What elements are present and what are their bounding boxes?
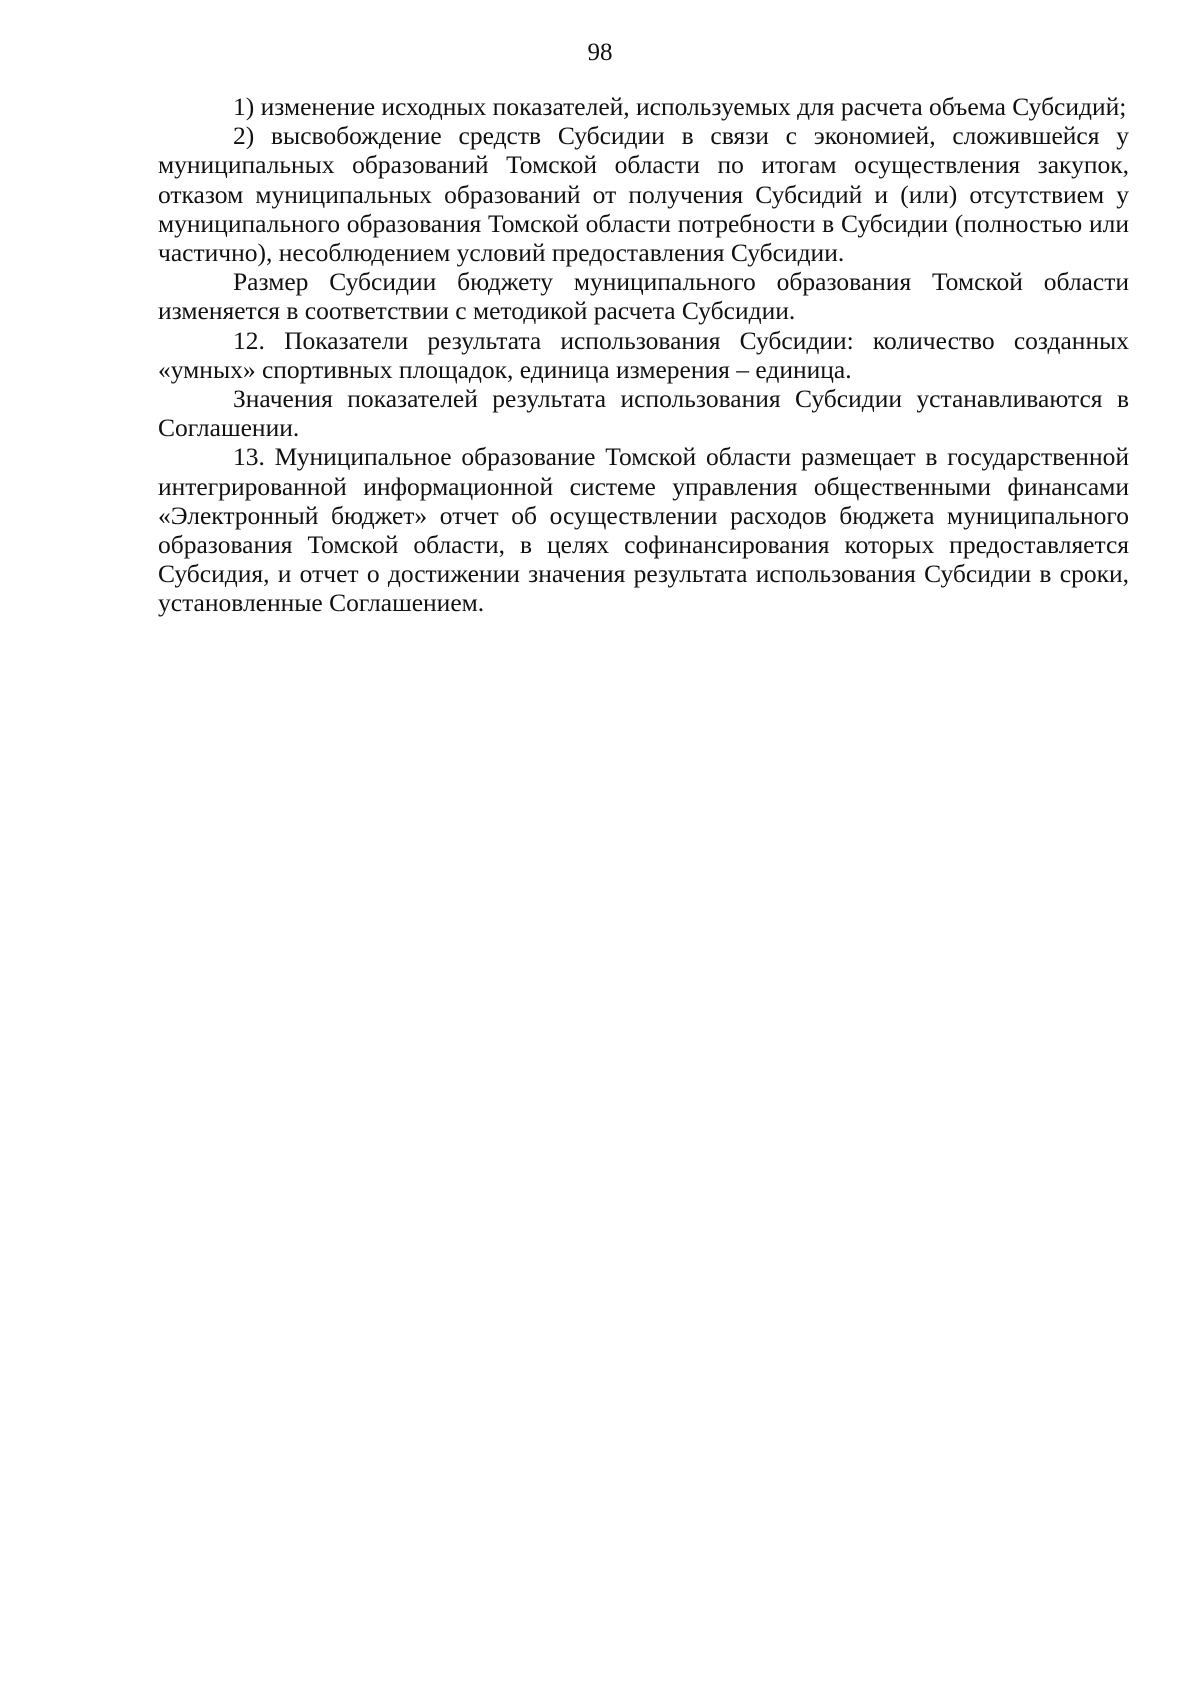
- paragraph-indicator-values: Значения показателей результата использования Субсидии устанавливаются в Соглашении.: [158, 384, 1129, 443]
- page-number: 98: [587, 39, 613, 66]
- document-body: [158, 92, 1129, 618]
- paragraph-item-1: 1) изменение исходных показателей, используемых для расчета объема Субсидий;: [233, 92, 1127, 121]
- paragraph-12-indicators: 12. Показатели результата использования Субсидии: количество созданных «умных» спортивных площадок, единица измерения – единица.: [158, 325, 1129, 384]
- paragraph-item-2: 2) высвобождение средств Субсидии в связи с экономией, сложившейся у муниципальных образований Томской области по итогам осуществления закупок, отказом муниципальных образований от получения Субсидий и (или) отсутствием у муниципального образования Томской области потребности в Субсидии (полностью или частично), несоблюдением условий предоставления Субсидии.: [158, 121, 1129, 268]
- paragraph-subsidy-size: Размер Субсидии бюджету муниципального образования Томской области изменяется в соответствии с методикой расчета Субсидии.: [158, 267, 1129, 326]
- paragraph-13-reporting: 13. Муниципальное образование Томской области размещает в государственной интегрированной информационной системе управления общественными финансами «Электронный бюджет» отчет об осуществлении расходов бюджета муниципального образования Томской области, в целях софинансирования которых предоставляется Субсидия, и отчет о достижении значения результата использования Субсидии в сроки, установленные Соглашением.: [158, 442, 1129, 618]
